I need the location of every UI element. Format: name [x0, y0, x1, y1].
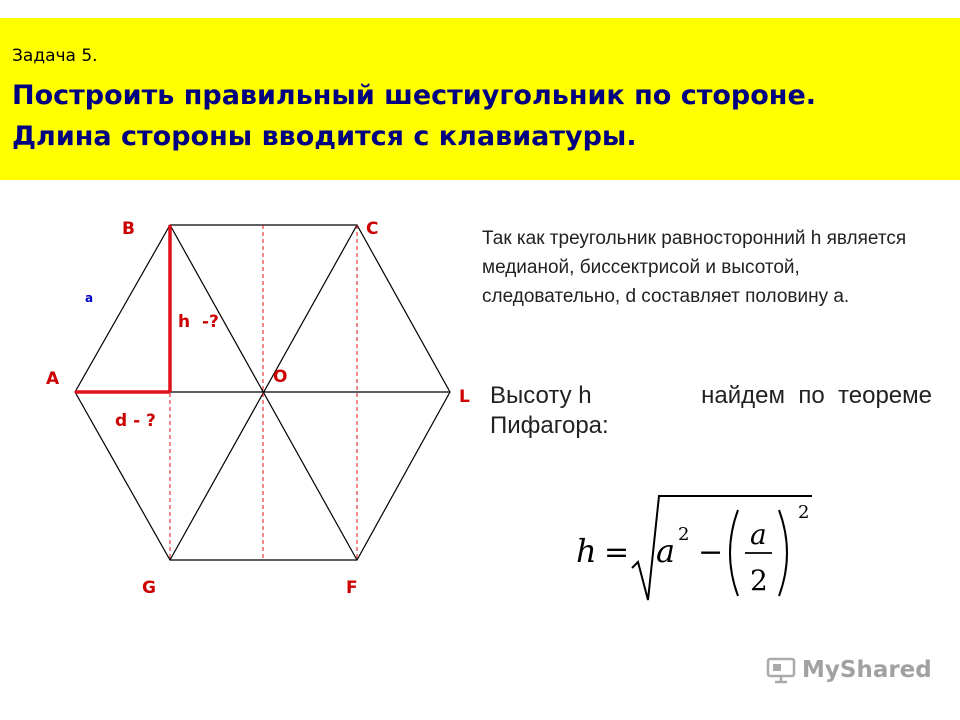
- vertex-label-C: C: [366, 219, 379, 239]
- formula-h: h: [576, 532, 597, 570]
- vertex-label-L: L: [459, 387, 470, 407]
- vertex-label-O: O: [273, 367, 288, 387]
- task-number: Задача 5.: [12, 46, 98, 66]
- watermark: [766, 656, 932, 684]
- formula-a: a: [656, 532, 676, 570]
- half-label: d - ?: [115, 411, 156, 431]
- task-title-line-1: Построить правильный шестиугольник по стороне.: [12, 80, 817, 111]
- presentation-board-icon: [766, 656, 796, 684]
- vertex-label-F: F: [346, 578, 358, 598]
- formula-right-paren: [779, 510, 787, 596]
- pythagoras-formula: [572, 488, 822, 608]
- formula-exponent-2: 2: [798, 502, 810, 523]
- formula-fraction-denominator: 2: [750, 564, 768, 597]
- task-title-line-2: Длина стороны вводится с клавиатуры.: [12, 121, 637, 152]
- vertex-label-A: A: [46, 369, 60, 389]
- pythagoras-statement: [490, 381, 932, 441]
- explanation-text: Так как треугольник равносторонний h является медианой, биссектрисой и высотой, следовательно, d составляет половину a.: [482, 228, 907, 307]
- formula-exponent-1: 2: [678, 524, 690, 545]
- formula-equals: =: [604, 535, 630, 570]
- pythagoras-part-2: найдем по теореме: [701, 382, 932, 409]
- watermark-text: MyShared: [802, 657, 932, 683]
- formula-fraction-numerator: a: [750, 518, 767, 551]
- vertex-label-G: G: [142, 578, 156, 598]
- vertex-label-B: B: [122, 219, 135, 239]
- formula-left-paren: [730, 510, 738, 596]
- pythagoras-part-3: Пифагора:: [490, 412, 609, 439]
- hexagon-diagram: [0, 180, 470, 620]
- side-label: a: [85, 291, 94, 305]
- height-label: h -?: [178, 312, 219, 332]
- formula-minus: −: [698, 535, 724, 570]
- pythagoras-part-1: Высоту h: [490, 382, 592, 409]
